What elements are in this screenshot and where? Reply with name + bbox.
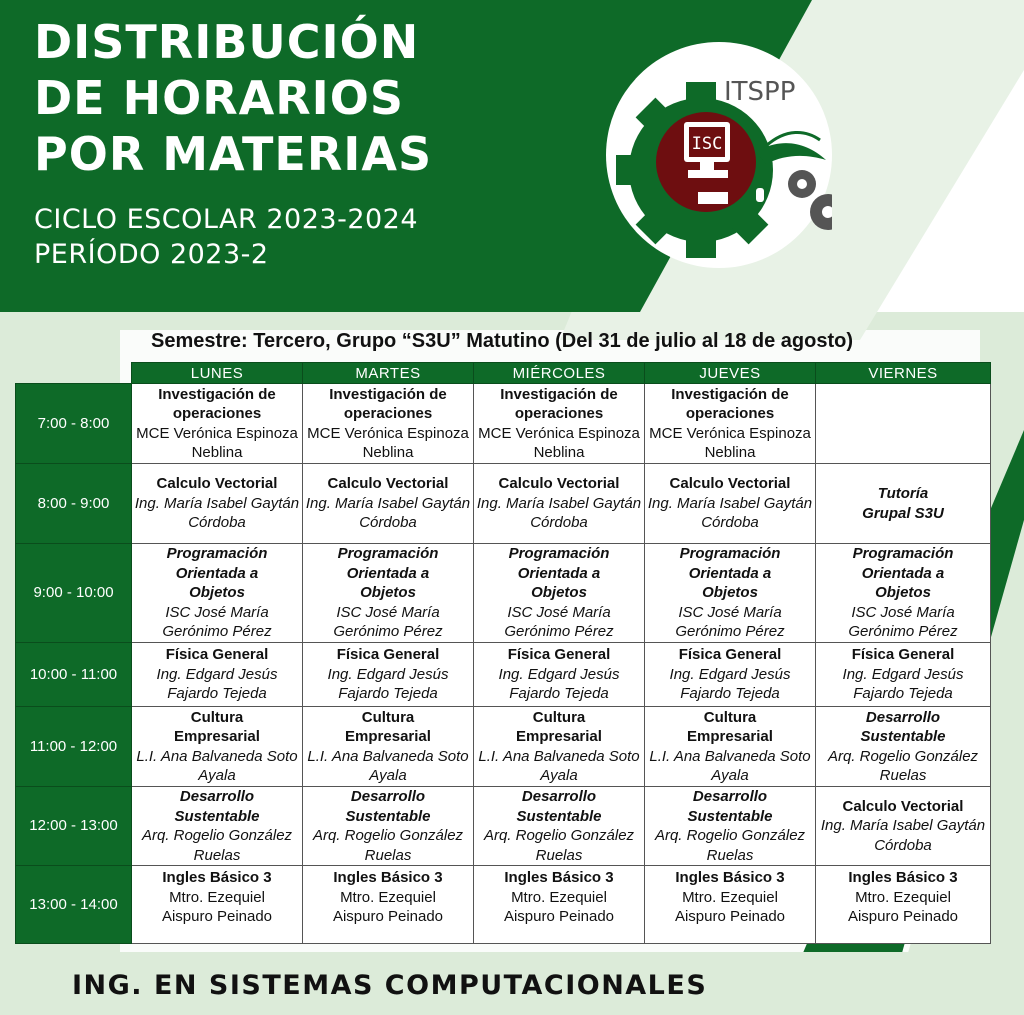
day-header: LUNES bbox=[132, 363, 303, 384]
subject-name: Calculo Vectorial bbox=[498, 475, 620, 493]
teacher-name: Mtro. Ezequiel Aispuro Peinado bbox=[674, 888, 786, 925]
teacher-name: L.I. Ana Balvaneda Soto Ayala bbox=[307, 747, 469, 784]
class-cell bbox=[132, 787, 303, 866]
title-line-3: POR MATERIAS bbox=[34, 127, 433, 181]
teacher-name: Ing. María Isabel Gaytán Córdoba bbox=[820, 817, 986, 854]
class-cell-empty bbox=[816, 384, 991, 464]
class-cell bbox=[816, 464, 991, 544]
schedule-row bbox=[16, 707, 991, 787]
teacher-name: L.I. Ana Balvaneda Soto Ayala bbox=[136, 747, 298, 784]
subject-name: Programación Orientada a Objetos bbox=[679, 545, 781, 602]
teacher-name: Ing. Edgard Jesús Fajardo Tejeda bbox=[498, 665, 620, 703]
teacher-name: MCE Verónica Espinoza Neblina bbox=[478, 424, 640, 461]
subject-name: Investigación de operaciones bbox=[500, 385, 618, 422]
teacher-name: Ing. María Isabel Gaytán Córdoba bbox=[305, 494, 471, 532]
teacher-name: Ing. María Isabel Gaytán Córdoba bbox=[476, 494, 642, 532]
subject-name: Física General bbox=[851, 646, 955, 664]
corner-cell bbox=[16, 363, 132, 384]
class-cell bbox=[645, 866, 816, 944]
class-cell bbox=[132, 866, 303, 944]
teacher-name: ISC José María Gerónimo Pérez bbox=[333, 603, 443, 641]
class-cell bbox=[645, 643, 816, 707]
subject-name: Ingles Básico 3 bbox=[333, 869, 443, 886]
schedule-row bbox=[16, 643, 991, 707]
class-cell bbox=[303, 866, 474, 944]
subject-name: Investigación de operaciones bbox=[671, 385, 789, 422]
teacher-name: ISC José María Gerónimo Pérez bbox=[848, 603, 958, 641]
subject-name: Programación Orientada a Objetos bbox=[508, 545, 610, 602]
schedule-table bbox=[15, 362, 991, 944]
class-cell bbox=[816, 787, 991, 866]
days-header-row bbox=[16, 363, 991, 384]
schedule-row bbox=[16, 544, 991, 643]
time-slot: 9:00 - 10:00 bbox=[16, 544, 132, 643]
time-slot: 7:00 - 8:00 bbox=[16, 384, 132, 464]
teacher-name: Arq. Rogelio González Ruelas bbox=[312, 827, 464, 864]
day-header: MIÉRCOLES bbox=[474, 363, 645, 384]
class-cell bbox=[645, 707, 816, 787]
class-cell bbox=[816, 544, 991, 643]
subject-name: Cultura Empresarial bbox=[687, 708, 773, 745]
class-cell bbox=[645, 464, 816, 544]
subject-name: Tutoría Grupal S3U bbox=[862, 485, 944, 522]
teacher-name: Mtro. Ezequiel Aispuro Peinado bbox=[847, 888, 959, 925]
subject-name: Ingles Básico 3 bbox=[162, 869, 272, 886]
subject-name: Física General bbox=[336, 646, 440, 664]
subject-name: Calculo Vectorial bbox=[327, 475, 449, 493]
teacher-name: Ing. Edgard Jesús Fajardo Tejeda bbox=[842, 665, 964, 703]
teacher-name: Arq. Rogelio González Ruelas bbox=[827, 747, 979, 784]
subject-name: Ingles Básico 3 bbox=[675, 869, 785, 886]
school-period: PERÍODO 2023-2 bbox=[34, 239, 269, 270]
semester-line: Semestre: Tercero, Grupo “S3U” Matutino (Del 31 de julio al 18 de agosto) bbox=[150, 330, 853, 352]
class-cell bbox=[474, 544, 645, 643]
teacher-name: MCE Verónica Espinoza Neblina bbox=[649, 424, 811, 461]
schedule-row bbox=[16, 866, 991, 944]
teacher-name: L.I. Ana Balvaneda Soto Ayala bbox=[649, 747, 811, 784]
logo-arc-text: ITSPP bbox=[724, 77, 796, 107]
teacher-name: ISC José María Gerónimo Pérez bbox=[675, 603, 785, 641]
subject-name: Desarrollo Sustentable bbox=[345, 788, 431, 825]
subject-name: Ingles Básico 3 bbox=[504, 869, 614, 886]
title-line-2: DE HORARIOS bbox=[34, 71, 405, 125]
teacher-name: Arq. Rogelio González Ruelas bbox=[141, 827, 293, 864]
class-cell bbox=[474, 464, 645, 544]
class-cell bbox=[303, 464, 474, 544]
subject-name: Programación Orientada a Objetos bbox=[337, 545, 439, 602]
title-line-1: DISTRIBUCIÓN bbox=[34, 15, 420, 69]
subject-name: Desarrollo Sustentable bbox=[687, 788, 773, 825]
schedule-row bbox=[16, 787, 991, 866]
subject-name: Desarrollo Sustentable bbox=[516, 788, 602, 825]
logo-monitor-text: ISC bbox=[691, 134, 723, 154]
class-cell bbox=[645, 787, 816, 866]
time-slot: 10:00 - 11:00 bbox=[16, 643, 132, 707]
subject-name: Programación Orientada a Objetos bbox=[852, 545, 954, 602]
subject-name: Investigación de operaciones bbox=[158, 385, 276, 422]
cycle-info bbox=[34, 202, 418, 272]
school-cycle: CICLO ESCOLAR 2023-2024 bbox=[34, 204, 419, 235]
footer-career: ING. EN SISTEMAS COMPUTACIONALES bbox=[72, 970, 708, 1001]
page-title bbox=[34, 14, 432, 182]
class-cell bbox=[132, 643, 303, 707]
teacher-name: Mtro. Ezequiel Aispuro Peinado bbox=[161, 888, 273, 925]
itspp-isc-logo bbox=[606, 42, 832, 268]
teacher-name: ISC José María Gerónimo Pérez bbox=[504, 603, 614, 641]
teacher-name: Arq. Rogelio González Ruelas bbox=[483, 827, 635, 864]
class-cell bbox=[303, 643, 474, 707]
class-cell bbox=[816, 866, 991, 944]
teacher-name: Ing. Edgard Jesús Fajardo Tejeda bbox=[327, 665, 449, 703]
schedule-row bbox=[16, 384, 991, 464]
day-header: JUEVES bbox=[645, 363, 816, 384]
subject-name: Calculo Vectorial bbox=[156, 475, 278, 493]
class-cell bbox=[645, 384, 816, 464]
time-slot: 8:00 - 9:00 bbox=[16, 464, 132, 544]
subject-name: Física General bbox=[678, 646, 782, 664]
teacher-name: Ing. Edgard Jesús Fajardo Tejeda bbox=[669, 665, 791, 703]
subject-name: Cultura Empresarial bbox=[345, 708, 431, 745]
class-cell bbox=[474, 787, 645, 866]
class-cell bbox=[132, 707, 303, 787]
teacher-name: ISC José María Gerónimo Pérez bbox=[162, 603, 272, 641]
teacher-name: Arq. Rogelio González Ruelas bbox=[654, 827, 806, 864]
time-slot: 12:00 - 13:00 bbox=[16, 787, 132, 866]
subject-name: Desarrollo Sustentable bbox=[174, 788, 260, 825]
subject-name: Desarrollo Sustentable bbox=[860, 708, 946, 745]
time-slot: 13:00 - 14:00 bbox=[16, 866, 132, 944]
teacher-name: Ing. María Isabel Gaytán Córdoba bbox=[647, 494, 813, 532]
day-header: VIERNES bbox=[816, 363, 991, 384]
class-cell bbox=[645, 544, 816, 643]
class-cell bbox=[132, 544, 303, 643]
teacher-name: Mtro. Ezequiel Aispuro Peinado bbox=[503, 888, 615, 925]
day-header: MARTES bbox=[303, 363, 474, 384]
class-cell bbox=[303, 707, 474, 787]
subject-name: Física General bbox=[507, 646, 611, 664]
class-cell bbox=[132, 384, 303, 464]
class-cell bbox=[474, 643, 645, 707]
subject-name: Ingles Básico 3 bbox=[848, 869, 958, 886]
subject-name: Programación Orientada a Objetos bbox=[166, 545, 268, 602]
subject-name: Cultura Empresarial bbox=[174, 708, 260, 745]
time-slot: 11:00 - 12:00 bbox=[16, 707, 132, 787]
teacher-name: Mtro. Ezequiel Aispuro Peinado bbox=[332, 888, 444, 925]
class-cell bbox=[303, 544, 474, 643]
subject-name: Investigación de operaciones bbox=[329, 385, 447, 422]
subject-name: Física General bbox=[165, 646, 269, 664]
teacher-name: MCE Verónica Espinoza Neblina bbox=[307, 424, 469, 461]
schedule-row bbox=[16, 464, 991, 544]
teacher-name: Ing. Edgard Jesús Fajardo Tejeda bbox=[156, 665, 278, 703]
teacher-name: Ing. María Isabel Gaytán Córdoba bbox=[134, 494, 300, 532]
class-cell bbox=[816, 707, 991, 787]
subject-name: Calculo Vectorial bbox=[842, 797, 964, 815]
class-cell bbox=[474, 707, 645, 787]
class-cell bbox=[816, 643, 991, 707]
class-cell bbox=[474, 866, 645, 944]
class-cell bbox=[474, 384, 645, 464]
teacher-name: L.I. Ana Balvaneda Soto Ayala bbox=[478, 747, 640, 784]
class-cell bbox=[132, 464, 303, 544]
subject-name: Cultura Empresarial bbox=[516, 708, 602, 745]
class-cell bbox=[303, 787, 474, 866]
subject-name: Calculo Vectorial bbox=[669, 475, 791, 493]
teacher-name: MCE Verónica Espinoza Neblina bbox=[136, 424, 298, 461]
class-cell bbox=[303, 384, 474, 464]
